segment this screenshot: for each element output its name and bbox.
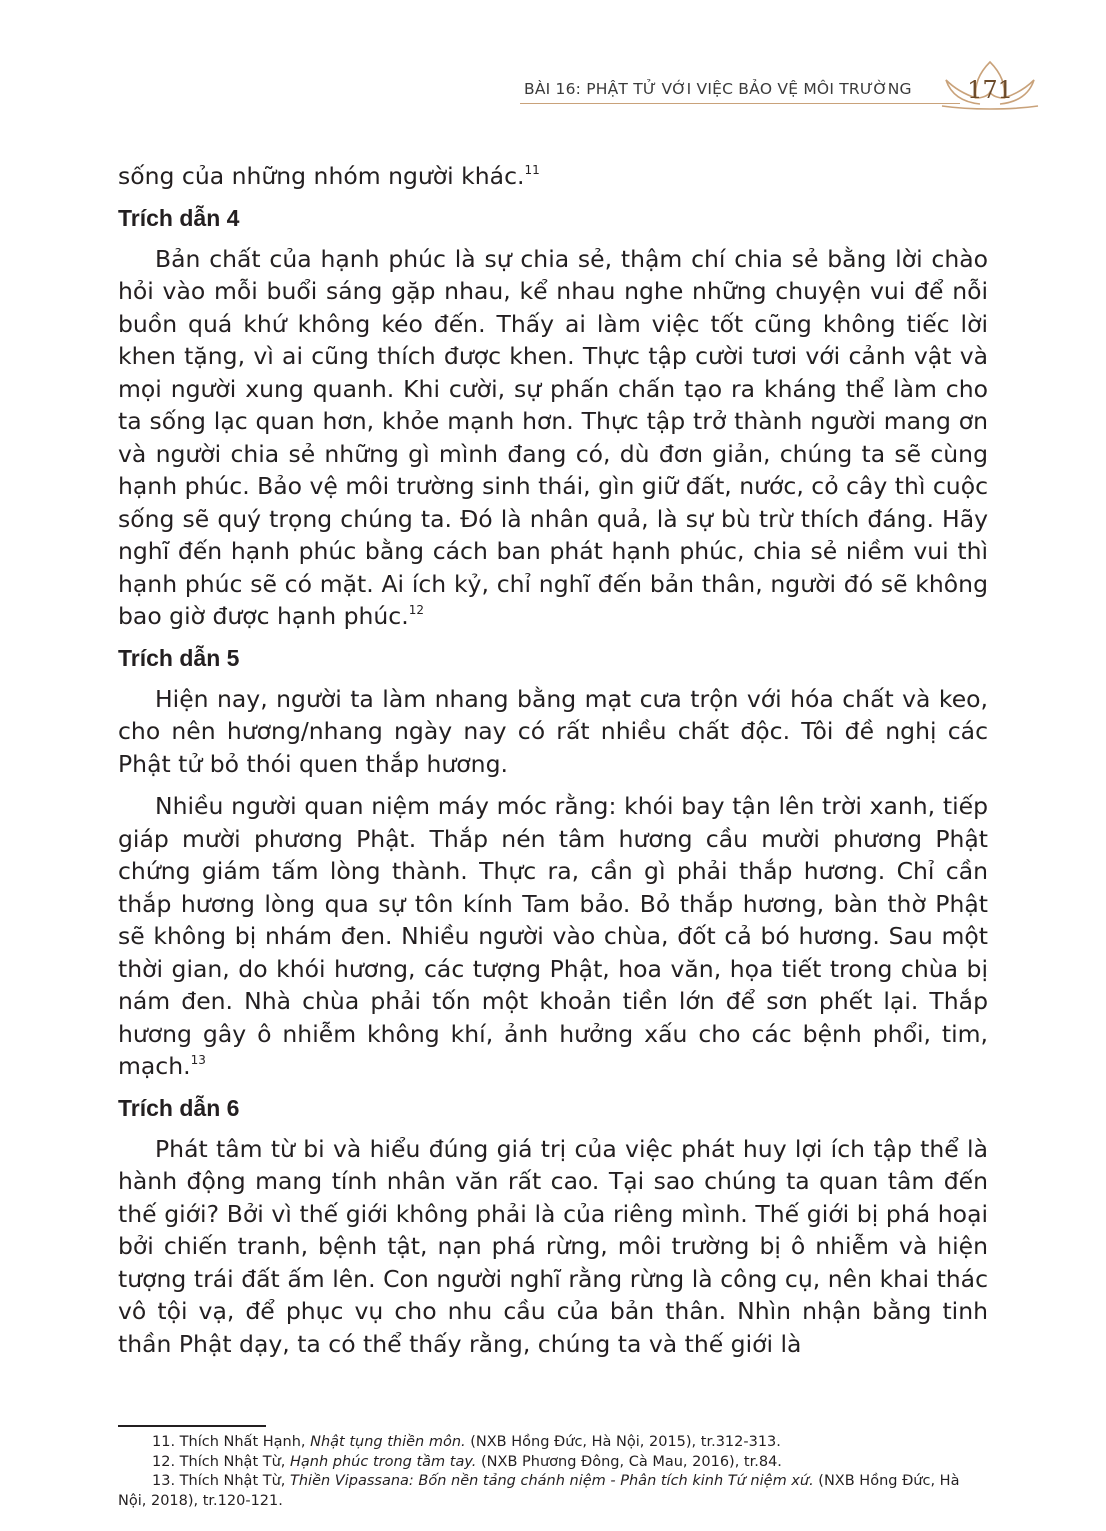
footnote-13	[118, 1472, 988, 1511]
footnote-publication: (NXB Hồng Đức, Hà Nội, 2015), tr.312-313.	[465, 1434, 781, 1450]
footnote-title: Hạnh phúc trong tầm tay.	[290, 1453, 477, 1470]
footnotes	[118, 1433, 988, 1511]
footnote-title: Thiền Vipassana: Bốn nền tảng chánh niệm - Phân tích kinh Tứ niệm xứ.	[290, 1473, 814, 1489]
header-rule	[520, 103, 960, 104]
quote-5-heading: Trích dẫn 5	[118, 644, 240, 671]
footnote-12	[118, 1453, 988, 1473]
footnote-publication: (NXB Hồng Đức, Hà Nội, 2018), tr.120-121.	[118, 1473, 960, 1509]
paragraph-text: Nhiều người quan niệm máy móc rằng: khói bay tận lên trời xanh, tiếp giáp mười phương Phật. Thắp nén tâm hương cầu mười phương Phật chứng giám tấm lòng thành. Thực ra, cần gì phải thắp hương. Chỉ cần thắp hương lòng qua sự tôn kính Tam bảo. Bỏ thắp hương, bàn thờ Phật sẽ không bị nhám đen. Nhiều người vào chùa, đốt cả bó hương. Sau một thời gian, do khói hương, các tượng Phật, hoa văn, họa tiết trong chùa bị nám đen. Nhà chùa phải tốn một khoản tiền lớn để sơn phết lại. Thắp hương gây ô nhiễm không khí, ảnh hưởng xấu cho các bệnh phổi, tim, mạch.	[118, 792, 988, 1080]
page-number: 171	[967, 76, 1013, 104]
footnote-author: 13. Thích Nhật Từ,	[152, 1473, 290, 1489]
footnote-11	[118, 1433, 988, 1453]
paragraph-text: Bản chất của hạnh phúc là sự chia sẻ, thậm chí chia sẻ bằng lời chào hỏi vào mỗi buổi sáng gặp nhau, kể nhau nghe những chuyện vui để nỗi buồn quá khứ không kéo đến. Thấy ai làm việc tốt cũng không tiếc lời khen tặng, vì ai cũng thích được khen. Thực tập cười tươi với cảnh vật và mọi người xung quanh. Khi cười, sự phấn chấn tạo ra kháng thể làm cho ta sống lạc quan hơn, khỏe mạnh hơn. Thực tập trở thành người mang ơn và người chia sẻ những gì mình đang có, dù đơn giản, chúng ta sẽ cùng hạnh phúc. Bảo vệ môi trường sinh thái, gìn giữ đất, nước, cỏ cây thì cuộc sống sẽ quý trọng chúng ta. Đó là nhân quả, là sự bù trừ thích đáng. Hãy nghĩ đến hạnh phúc bằng cách ban phát hạnh phúc, chia sẻ niềm vui thì hạnh phúc sẽ có mặt. Ai ích kỷ, chỉ nghĩ đến bản thân, người đó sẽ không bao giờ được hạnh phúc.	[118, 244, 988, 630]
footnote-ref: 13	[190, 1052, 206, 1067]
running-header-title: BÀI 16: PHẬT TỬ VỚI VIỆC BẢO VỆ MÔI TRƯỜNG	[524, 80, 912, 98]
body-text	[118, 160, 988, 1370]
quote-4-heading: Trích dẫn 4	[118, 204, 240, 231]
footnote-divider	[118, 1425, 266, 1427]
quote-5-paragraph-1: Hiện nay, người ta làm nhang bằng mạt cưa trộn với hóa chất và keo, cho nên hương/nhang ngày nay có rất nhiều chất độc. Tôi đề nghị các Phật tử bỏ thói quen thắp hương.	[118, 684, 988, 778]
footnote-author: 11. Thích Nhất Hạnh,	[152, 1434, 311, 1450]
quote-6-paragraph: Phát tâm từ bi và hiểu đúng giá trị của việc phát huy lợi ích tập thể là hành động mang tính nhân văn rất cao. Tại sao chúng ta quan tâm đến thế giới? Bởi vì thế giới không phải là của riêng mình. Thế giới bị phá hoại bởi chiến tranh, bệnh tật, nạn phá rừng, môi trường bị ô nhiễm và hiện tượng trái đất ấm lên. Con người nghĩ rằng rừng là công cụ, nên khai thác vô tội vạ, để phục vụ cho nhu cầu của bản thân. Nhìn nhận bằng tinh thần Phật dạy, ta có thể thấy rằng, chúng ta và thế giới là	[118, 1134, 988, 1358]
footnote-ref: 12	[408, 602, 424, 617]
footnote-author: 12. Thích Nhật Từ,	[152, 1453, 290, 1470]
quote-4-paragraph	[118, 243, 988, 633]
quote-6-heading: Trích dẫn 6	[118, 1094, 240, 1121]
continuation-paragraph	[118, 160, 988, 193]
footnote-publication: (NXB Phương Đông, Cà Mau, 2016), tr.84.	[476, 1453, 782, 1470]
footnote-title: Nhật tụng thiền môn.	[310, 1434, 466, 1450]
quote-5-paragraph-2	[118, 790, 988, 1083]
footnote-ref: 11	[524, 162, 540, 177]
paragraph-text: sống của những nhóm người khác.	[118, 162, 525, 190]
